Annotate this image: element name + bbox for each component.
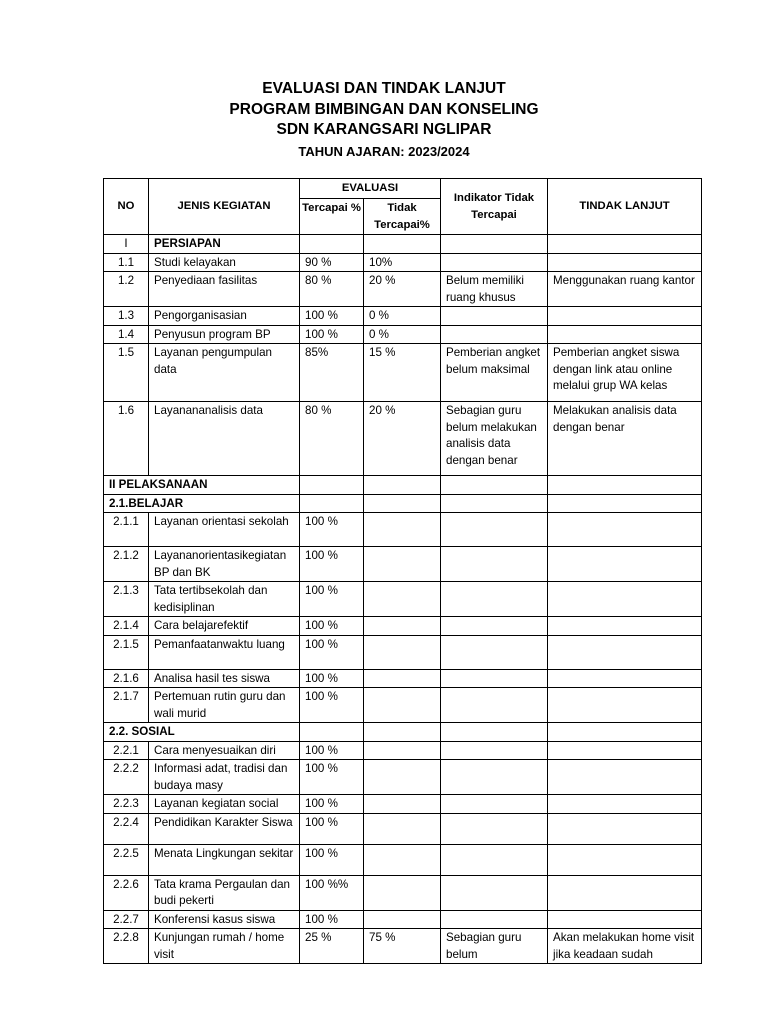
cell-indikator: Belum memiliki ruang khusus [441,272,548,307]
cell-tindak-lanjut [548,875,702,910]
cell-tindak-lanjut [548,844,702,875]
cell-no: 1.5 [104,344,149,402]
table-row [104,272,702,307]
table-row [104,741,702,760]
header-tidak-tercapai: Tidak Tercapai% [364,199,441,235]
cell-tercapai: 100 % [300,760,364,795]
cell-kegiatan: Analisa hasil tes siswa [149,669,300,688]
cell-tidak-tercapai [364,741,441,760]
cell-kegiatan: PERSIAPAN [149,235,300,254]
table-row [104,910,702,929]
cell-tindak-lanjut [548,547,702,582]
table-row [104,235,702,254]
cell-tidak-tercapai [364,582,441,617]
cell-kegiatan: Pemanfaatanwaktu luang [149,635,300,669]
empty-cell [300,476,364,495]
header-tercapai: Tercapai % [300,199,364,235]
table-row [104,494,702,513]
cell-indikator [441,688,548,723]
cell-kegiatan: Menata Lingkungan sekitar [149,844,300,875]
table-row [104,325,702,344]
empty-cell [548,476,702,495]
cell-indikator [441,741,548,760]
cell-tindak-lanjut [548,910,702,929]
cell-tercapai: 100 % [300,635,364,669]
table-row [104,582,702,617]
cell-tindak-lanjut [548,307,702,326]
table-body [104,235,702,964]
section-heading: II PELAKSANAAN [104,476,300,495]
cell-kegiatan: Pendidikan Karakter Siswa [149,813,300,844]
cell-no: I [104,235,149,254]
cell-kegiatan: Layananorientasikegiatan BP dan BK [149,547,300,582]
cell-kegiatan: Layanan kegiatan social [149,795,300,814]
header-tindak-lanjut: TINDAK LANJUT [548,179,702,235]
table-row [104,307,702,326]
cell-indikator: Pemberian angket belum maksimal [441,344,548,402]
cell-tercapai: 100 %% [300,875,364,910]
table-row [104,635,702,669]
cell-indikator [441,635,548,669]
cell-indikator [441,813,548,844]
cell-no: 1.1 [104,253,149,272]
empty-cell [441,476,548,495]
cell-indikator: Sebagian guru belum melakukan analisis data dengan benar [441,402,548,476]
cell-tercapai: 100 % [300,582,364,617]
header-no: NO [104,179,149,235]
cell-no: 2.2.6 [104,875,149,910]
cell-kegiatan: Konferensi kasus siswa [149,910,300,929]
cell-tindak-lanjut: Akan melakukan home visit jika keadaan sudah [548,929,702,964]
cell-no: 2.2.4 [104,813,149,844]
table-row [104,929,702,964]
cell-no: 2.2.3 [104,795,149,814]
table-row [104,513,702,547]
cell-kegiatan: Kunjungan rumah / home visit [149,929,300,964]
cell-no: 1.4 [104,325,149,344]
cell-tercapai: 100 % [300,669,364,688]
cell-no: 2.2.2 [104,760,149,795]
cell-tercapai: 100 % [300,617,364,636]
cell-no: 2.1.7 [104,688,149,723]
cell-tidak-tercapai: 20 % [364,402,441,476]
cell-indikator [441,253,548,272]
cell-tidak-tercapai [364,635,441,669]
table-row [104,795,702,814]
cell-indikator: Sebagian guru belum [441,929,548,964]
table-row [104,547,702,582]
cell-tidak-tercapai: 20 % [364,272,441,307]
cell-tindak-lanjut [548,582,702,617]
cell-tercapai: 100 % [300,307,364,326]
cell-tidak-tercapai [364,795,441,814]
empty-cell [364,476,441,495]
cell-tindak-lanjut [548,741,702,760]
cell-tindak-lanjut [548,635,702,669]
cell-tindak-lanjut [548,235,702,254]
cell-indikator [441,875,548,910]
cell-tindak-lanjut: Menggunakan ruang kantor [548,272,702,307]
cell-indikator [441,307,548,326]
cell-tindak-lanjut [548,795,702,814]
cell-indikator [441,844,548,875]
cell-tidak-tercapai [364,875,441,910]
cell-tidak-tercapai: 10% [364,253,441,272]
cell-kegiatan: Pengorganisasian [149,307,300,326]
table-row [104,344,702,402]
cell-tidak-tercapai: 15 % [364,344,441,402]
empty-cell [548,494,702,513]
table-row [104,875,702,910]
cell-no: 2.1.5 [104,635,149,669]
cell-tindak-lanjut [548,813,702,844]
cell-tindak-lanjut [548,760,702,795]
table-row [104,402,702,476]
table-row [104,617,702,636]
title-line-1: EVALUASI DAN TINDAK LANJUT [262,80,506,97]
cell-indikator [441,617,548,636]
empty-cell [441,723,548,742]
empty-cell [441,494,548,513]
cell-indikator [441,325,548,344]
cell-no: 2.2.5 [104,844,149,875]
cell-tidak-tercapai: 0 % [364,325,441,344]
cell-indikator [441,513,548,547]
section-heading: 2.2. SOSIAL [104,723,300,742]
cell-kegiatan: Tata tertibsekolah dan kedisiplinan [149,582,300,617]
cell-kegiatan: Layanan orientasi sekolah [149,513,300,547]
cell-tercapai: 100 % [300,795,364,814]
cell-indikator [441,669,548,688]
cell-tidak-tercapai [364,617,441,636]
header-indikator: Indikator Tidak Tercapai [441,179,548,235]
cell-indikator [441,795,548,814]
cell-no: 2.1.3 [104,582,149,617]
title-line-3: SDN KARANGSARI NGLIPAR [276,121,492,138]
cell-tidak-tercapai [364,513,441,547]
table-row [104,688,702,723]
cell-tindak-lanjut [548,669,702,688]
cell-kegiatan: Cara menyesuaikan diri [149,741,300,760]
empty-cell [300,723,364,742]
cell-no: 1.3 [104,307,149,326]
cell-tidak-tercapai [364,813,441,844]
cell-kegiatan: Pertemuan rutin guru dan wali murid [149,688,300,723]
cell-tidak-tercapai: 75 % [364,929,441,964]
cell-tindak-lanjut: Pemberian angket siswa dengan link atau online melalui grup WA kelas [548,344,702,402]
table-row [104,760,702,795]
cell-tidak-tercapai [364,547,441,582]
cell-tidak-tercapai [364,910,441,929]
cell-no: 2.1.1 [104,513,149,547]
cell-kegiatan: Tata krama Pergaulan dan budi pekerti [149,875,300,910]
cell-tercapai: 100 % [300,688,364,723]
cell-tercapai: 100 % [300,513,364,547]
evaluation-table [103,178,702,964]
cell-tindak-lanjut [548,688,702,723]
cell-tidak-tercapai: 0 % [364,307,441,326]
cell-kegiatan: Penyusun program BP [149,325,300,344]
cell-tercapai: 25 % [300,929,364,964]
cell-no: 2.2.8 [104,929,149,964]
cell-tercapai: 85% [300,344,364,402]
cell-no: 2.1.6 [104,669,149,688]
cell-tindak-lanjut: Melakukan analisis data dengan benar [548,402,702,476]
empty-cell [548,723,702,742]
table-row [104,813,702,844]
cell-tercapai: 100 % [300,325,364,344]
cell-tercapai: 80 % [300,272,364,307]
cell-tidak-tercapai [364,844,441,875]
title-line-4: TAHUN AJARAN: 2023/2024 [298,143,470,159]
cell-tidak-tercapai [364,760,441,795]
empty-cell [300,494,364,513]
cell-tidak-tercapai [364,688,441,723]
cell-tindak-lanjut [548,513,702,547]
cell-no: 2.2.1 [104,741,149,760]
cell-indikator [441,760,548,795]
cell-kegiatan: Layanan pengumpulan data [149,344,300,402]
table-row [104,723,702,742]
cell-kegiatan: Cara belajarefektif [149,617,300,636]
table-row [104,476,702,495]
cell-kegiatan: Penyediaan fasilitas [149,272,300,307]
cell-no: 1.2 [104,272,149,307]
cell-tercapai: 90 % [300,253,364,272]
cell-indikator [441,547,548,582]
cell-kegiatan: Layanananalisis data [149,402,300,476]
cell-tercapai: 100 % [300,910,364,929]
cell-kegiatan: Informasi adat, tradisi dan budaya masy [149,760,300,795]
cell-tindak-lanjut [548,253,702,272]
cell-tercapai: 80 % [300,402,364,476]
cell-kegiatan: Studi kelayakan [149,253,300,272]
header-evaluasi: EVALUASI [300,179,441,199]
cell-tindak-lanjut [548,325,702,344]
cell-no: 2.1.2 [104,547,149,582]
document-header [0,79,768,162]
cell-indikator [441,582,548,617]
empty-cell [364,723,441,742]
header-jenis-kegiatan: JENIS KEGIATAN [149,179,300,235]
cell-tercapai: 100 % [300,741,364,760]
cell-no: 2.2.7 [104,910,149,929]
cell-no: 2.1.4 [104,617,149,636]
empty-cell [364,494,441,513]
cell-indikator [441,910,548,929]
table-row [104,253,702,272]
cell-tercapai: 100 % [300,844,364,875]
table-row [104,844,702,875]
cell-tidak-tercapai [364,669,441,688]
cell-indikator [441,235,548,254]
cell-tercapai: 100 % [300,813,364,844]
cell-tindak-lanjut [548,617,702,636]
cell-tercapai [300,235,364,254]
cell-no: 1.6 [104,402,149,476]
cell-tidak-tercapai [364,235,441,254]
table-row [104,669,702,688]
cell-tercapai: 100 % [300,547,364,582]
title-line-2: PROGRAM BIMBINGAN DAN KONSELING [229,100,539,118]
section-heading: 2.1.BELAJAR [104,494,300,513]
